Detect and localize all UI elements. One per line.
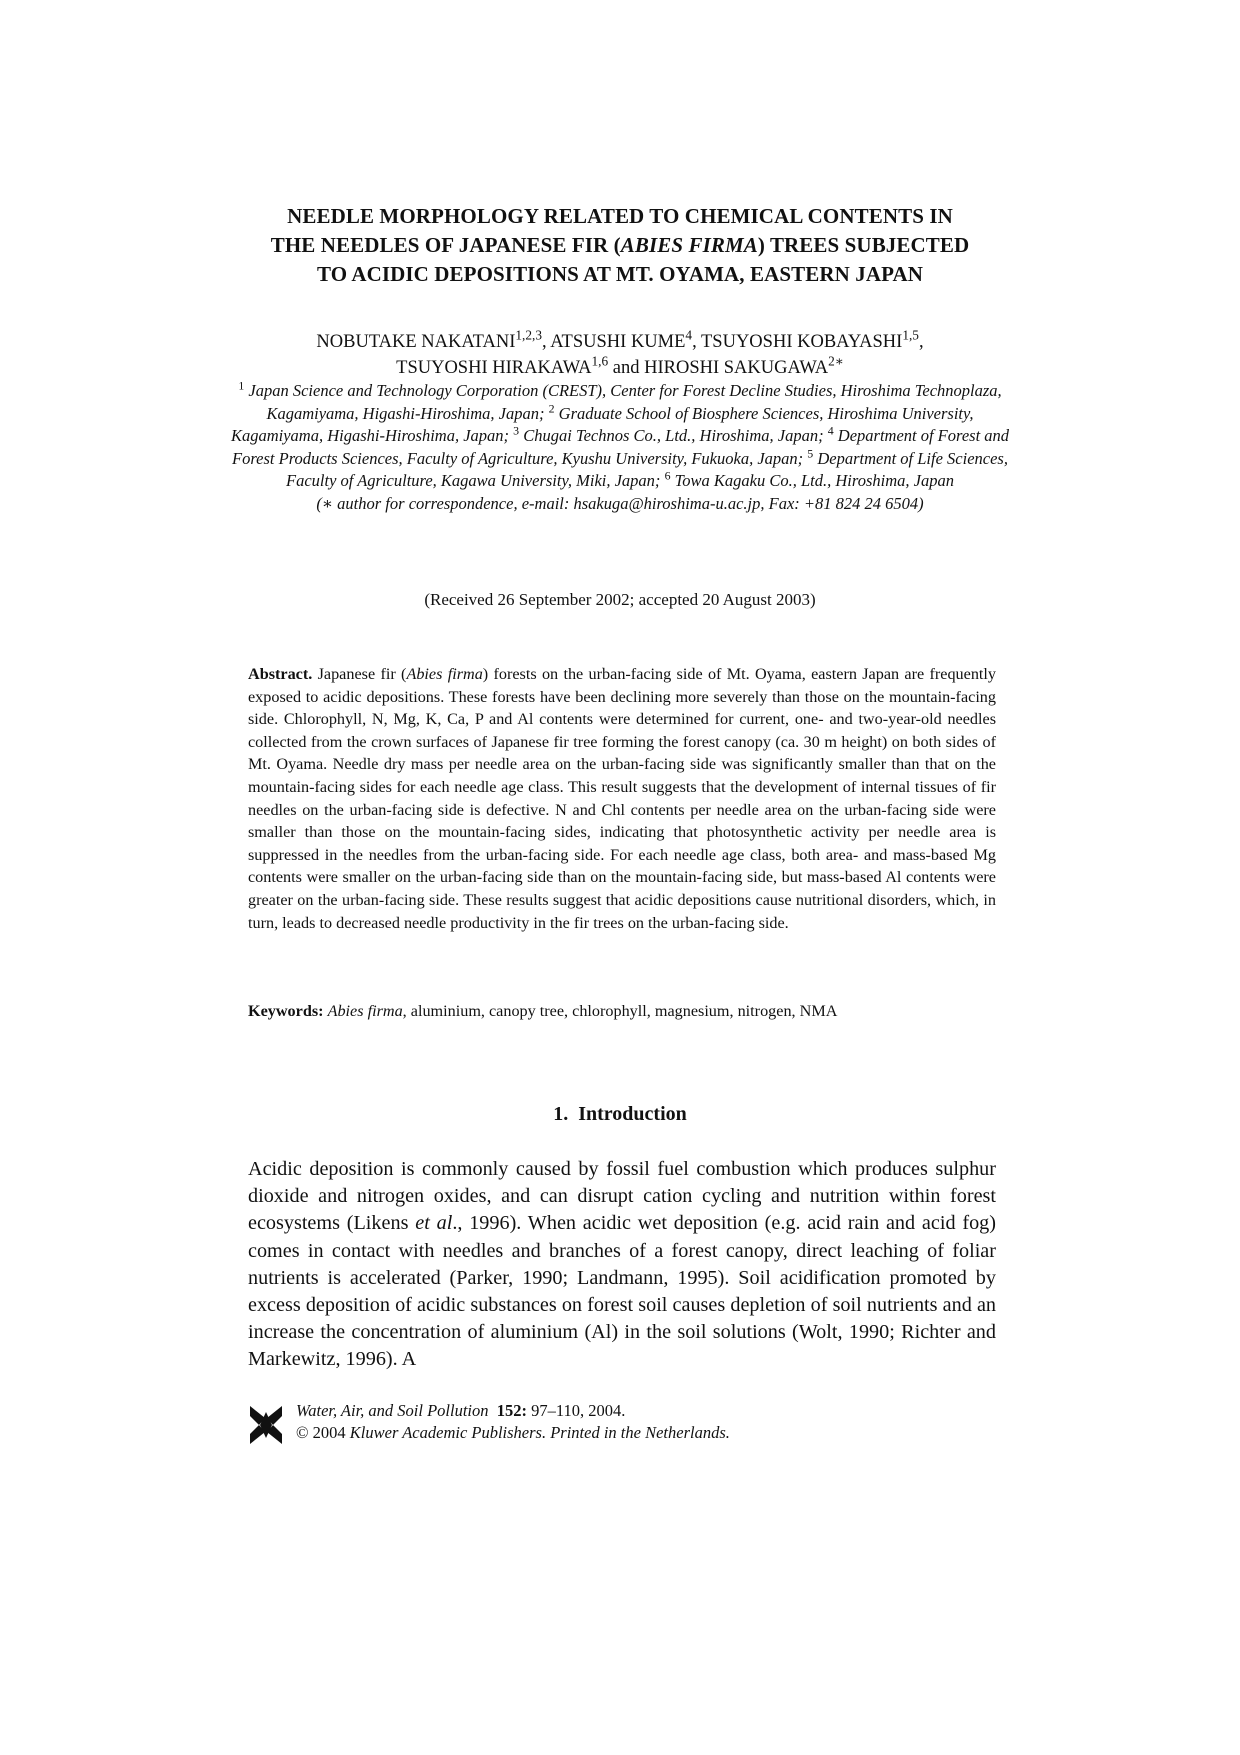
author: TSUYOSHI KOBAYASHI$^{1,5}$ [701, 327, 919, 352]
species-name: Abies firma [327, 1002, 403, 1020]
received-dates: (Received 26 September 2002; accepted 20 August 2003) [424, 590, 816, 609]
affiliation: $^5$ Department of Life Sciences, Faculty of Agriculture, Kagawa University, Miki, Japan; [286, 445, 1008, 490]
title-line: TO ACIDIC DEPOSITIONS AT MT. OYAMA, EASTERN JAPAN [316, 262, 924, 286]
species-name: ABIES FIRMA [620, 233, 758, 257]
abstract-label: Abstract. [248, 665, 313, 683]
affiliations [230, 380, 1010, 515]
copyright-line: © 2004 Kluwer Academic Publishers. Printed in the Netherlands. [296, 1423, 730, 1442]
et-al: et al [415, 1212, 453, 1235]
author: NOBUTAKE NAKATANI$^{1,2,3}$ [316, 327, 543, 352]
keywords: Keywords: Abies firma, aluminium, canopy tree, chlorophyll, magnesium, nitrogen, NMA [248, 1002, 838, 1020]
affiliation: $^3$ Chugai Technos Co., Ltd., Hiroshima, Japan; [513, 423, 828, 445]
affiliation: $^6$ Towa Kagaku Co., Ltd., Hiroshima, Japan [664, 468, 954, 490]
species-name: Abies firma [406, 665, 483, 683]
author: TSUYOSHI HIRAKAWA$^{1,6}$ [396, 353, 609, 378]
footer-text [296, 1400, 730, 1444]
correspondence-note: (∗ author for correspondence, e-mail: hsakuga@hiroshima-u.ac.jp, Fax: +81 824 24 6504) [316, 493, 924, 513]
publisher-logo-icon [248, 1404, 284, 1446]
affiliation: $^4$ Department of Forest and Forest Products Sciences, Faculty of Agriculture, Kyushu University, Fukuoka, Japan; [232, 423, 1010, 468]
paper-title [200, 202, 1040, 289]
author: ATSUSHI KUME$^4$ [550, 327, 693, 352]
journal-footer [248, 1400, 948, 1450]
author-list [200, 329, 1040, 381]
affiliation: $^1$ Japan Science and Technology Corporation (CREST), Center for Forest Decline Studies, Hiroshima Technoplaza, Kagamiyama, Higashi-Hiroshima, Japan; [238, 378, 1002, 423]
affiliation: $^2$ Graduate School of Biosphere Sciences, Hiroshima University, Kagamiyama, Higashi-Hiroshima, Japan; [230, 400, 974, 445]
author-line: TSUYOSHI HIRAKAWA$^{1,6}$ and HIROSHI $SAKUGAWA^{2∗}$ [396, 353, 844, 378]
section-heading: 1. Introduction [553, 1103, 687, 1125]
author: HIROSHI $SAKUGAWA^{2∗}$ [644, 353, 844, 378]
title-line: NEEDLE MORPHOLOGY RELATED TO CHEMICAL CONTENTS IN [287, 204, 953, 228]
abstract: Abstract. Japanese fir (Abies firma) forests on the urban-facing side of Mt. Oyama, eastern Japan are frequently exposed to acidic depositions. These forests have been declining more severely than those on the mountain-facing side. Chlorophyll, N, Mg, K, Ca, P and Al contents were determined for current, one- and two-year-old needles collected from the crown surfaces of Japanese fir tree forming the forest canopy (ca. 30 m height) on both sides of Mt. Oyama. Needle dry mass per needle area on the urban-facing side was significantly smaller than that on the mountain-facing sides for each needle age class. This result suggests that the development of internal tissues of fir needles on the urban-facing side is defective. N and Chl contents per needle area on the urban-facing side were smaller than those on the mountain-facing sides, indicating that photosynthetic activity per needle area is suppressed in the needles from the urban-facing side. For each needle age class, both area- and mass-based Mg contents were smaller on the urban-facing side than on the mountain-facing side, but mass-based Al contents were greater on the urban-facing side. These results suggest that acidic depositions cause nutritional disorders, which, in turn, leads to decreased needle productivity in the fir trees on the urban-facing side. [248, 665, 996, 932]
keywords-label: Keywords: [248, 1002, 324, 1020]
author-line: NOBUTAKE NAKATANI$^{1,2,3}$, ATSUSHI KUME$^4$, TSUYOSHI KOBAYASHI$^{1,5}$, [316, 327, 924, 352]
journal-citation: Water, Air, and Soil Pollution 152: 97–110, 2004. [296, 1401, 626, 1420]
intro-paragraph: Acidic deposition is commonly caused by fossil fuel combustion which produces sulphur dioxide and nitrogen oxides, and can disrupt cation cycling and nutrition within forest ecosystems (Likens et al., 1996). When acidic wet deposition (e.g. acid rain and acid fog) comes in contact with needles and branches of a forest canopy, direct leaching of foliar nutrients is accelerated (Parker, 1990; Landmann, 1995). Soil acidification promoted by excess deposition of acidic substances on forest soil causes depletion of soil nutrients and an increase the concentration of aluminium (Al) in the soil solutions (Wolt, 1990; Richter and Markewitz, 1996). A [248, 1158, 996, 1371]
title-line: THE NEEDLES OF JAPANESE FIR (ABIES FIRMA) TREES SUBJECTED [270, 233, 970, 257]
